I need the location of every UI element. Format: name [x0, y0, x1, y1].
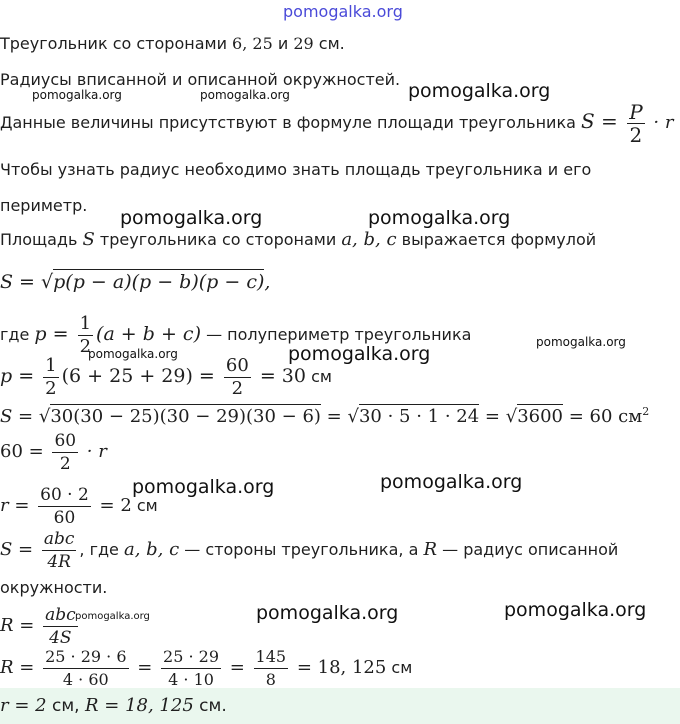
unit: см	[305, 367, 332, 386]
watermark: pomogalka.org	[200, 88, 290, 102]
math: R	[423, 539, 438, 560]
denominator: 4 · 60	[62, 670, 109, 689]
fraction	[43, 604, 78, 649]
unit: см	[618, 406, 643, 427]
radicand: 30 · 5 · 1 · 24	[358, 406, 480, 427]
watermark: pomogalka.org	[288, 343, 431, 365]
denominator: 2	[45, 378, 57, 399]
final-answer	[0, 696, 227, 716]
area-calculation	[0, 402, 649, 427]
numerator: 1	[79, 313, 92, 334]
fraction	[43, 646, 128, 691]
circumradius-formula-line	[0, 526, 618, 574]
denominator: 60	[53, 508, 76, 528]
math: =	[479, 406, 506, 427]
text: где	[84, 540, 124, 559]
numerator: abc	[43, 529, 75, 549]
watermark: pomogalka.org	[75, 611, 150, 622]
radicand: 3600	[517, 406, 563, 427]
unit: см	[131, 496, 158, 515]
math: R = 18, 125	[84, 695, 194, 716]
fraction	[254, 646, 289, 691]
circumradius-calculation	[0, 644, 412, 692]
fraction	[38, 484, 91, 529]
math: R =	[0, 657, 41, 678]
watermark: pomogalka.org	[504, 599, 647, 621]
denominator: 4R	[47, 552, 71, 572]
numerator: P	[629, 100, 643, 124]
unit: см	[386, 658, 413, 677]
math: (6 + 25 + 29) =	[61, 365, 221, 387]
math: =	[224, 657, 251, 678]
fraction	[42, 528, 77, 573]
watermark: pomogalka.org	[408, 80, 551, 102]
explanation-text: Чтобы узнать радиус необходимо знать площадь треугольника и его	[0, 160, 592, 179]
numerator: 25 · 29	[161, 646, 221, 669]
radius-equation	[0, 428, 107, 476]
watermark: pomogalka.org	[88, 347, 178, 361]
problem-statement	[0, 34, 345, 54]
numerator: 25 · 29 · 6	[43, 646, 128, 669]
math: = 18, 125	[291, 657, 387, 678]
numerator: 1	[45, 355, 57, 376]
text: см.	[313, 34, 345, 53]
numerator: 60	[225, 355, 249, 376]
text: — стороны треугольника, а	[179, 540, 424, 559]
watermark: pomogalka.org	[132, 476, 275, 498]
explanation-text: окружности.	[0, 578, 108, 597]
numerator: 60 · 2	[40, 485, 89, 505]
text: выражается формулой	[396, 230, 597, 249]
superscript: 2	[642, 405, 650, 418]
radicand: p(p − a)(p − b)(p − c)	[53, 271, 265, 293]
fraction	[627, 101, 644, 146]
denominator: 8	[265, 670, 276, 689]
text: Данные величины присутствуют в формуле площади треугольника	[0, 113, 581, 132]
math: · r	[81, 441, 107, 462]
math: = 30	[253, 365, 306, 387]
text: — радиус описанной	[437, 540, 619, 559]
math: p =	[0, 365, 41, 387]
math: = 2	[93, 495, 132, 516]
heron-intro	[0, 230, 596, 250]
root-sign: √	[38, 406, 51, 427]
circumradius-formula	[0, 602, 81, 650]
math: a, b, c	[123, 539, 180, 560]
math: S =	[0, 406, 39, 427]
area-formula-line	[0, 96, 673, 148]
math: R =	[0, 615, 41, 636]
text: см,	[46, 696, 85, 716]
denominator: 2	[79, 336, 92, 357]
math: ,	[264, 271, 271, 293]
math: r = 2	[0, 695, 47, 716]
math: 6, 25	[232, 34, 273, 53]
numerator: 60	[54, 431, 77, 451]
denominator: 4S	[49, 628, 72, 648]
math: =	[320, 406, 348, 427]
numerator: 145	[254, 646, 289, 669]
watermark: pomogalka.org	[256, 602, 399, 624]
math: =	[594, 109, 625, 133]
fraction	[161, 646, 221, 691]
heron-formula	[0, 272, 270, 292]
watermark: pomogalka.org	[32, 88, 122, 102]
fraction	[224, 355, 251, 400]
watermark: pomogalka.org	[380, 471, 523, 493]
question-text: Радиусы вписанной и описанной окружностей.	[0, 70, 401, 89]
root-sign: √	[505, 406, 518, 427]
math: · r	[647, 112, 674, 133]
text: и	[272, 34, 294, 53]
math: S	[581, 109, 595, 133]
math: S	[82, 229, 95, 250]
text: Треугольник со сторонами	[0, 34, 233, 53]
text: ,	[79, 540, 85, 559]
fraction	[52, 430, 78, 475]
text: где	[0, 325, 35, 344]
math: = 60	[563, 406, 619, 427]
denominator: 4 · 10	[168, 670, 214, 689]
math: S =	[0, 539, 39, 560]
text: Площадь	[0, 230, 83, 249]
root-sign: √	[41, 271, 54, 293]
root-sign: √	[347, 406, 359, 427]
watermark: pomogalka.org	[536, 335, 626, 349]
text: см.	[193, 696, 227, 716]
math: 29	[293, 34, 314, 53]
denominator: 2	[629, 123, 643, 147]
fraction	[43, 355, 58, 400]
math: a, b, c	[341, 229, 397, 250]
inradius-result	[0, 482, 158, 530]
math: S =	[0, 271, 42, 293]
watermark: pomogalka.org	[368, 207, 511, 229]
semiperimeter-calculation	[0, 352, 332, 401]
text: треугольника со сторонами	[94, 230, 342, 249]
math: p =	[34, 323, 75, 345]
math: 60 =	[0, 441, 50, 462]
math: r =	[0, 495, 36, 516]
watermark-top: pomogalka.org	[283, 2, 403, 21]
math: =	[131, 657, 159, 678]
radicand: 30(30 − 25)(30 − 29)(30 − 6)	[50, 406, 321, 427]
denominator: 2	[59, 454, 71, 474]
numerator: abc	[45, 605, 76, 625]
text: — полупериметр треугольника	[201, 325, 472, 344]
math: (a + b + c)	[96, 323, 201, 345]
watermark: pomogalka.org	[120, 207, 263, 229]
denominator: 2	[231, 378, 244, 399]
explanation-text: периметр.	[0, 196, 88, 215]
